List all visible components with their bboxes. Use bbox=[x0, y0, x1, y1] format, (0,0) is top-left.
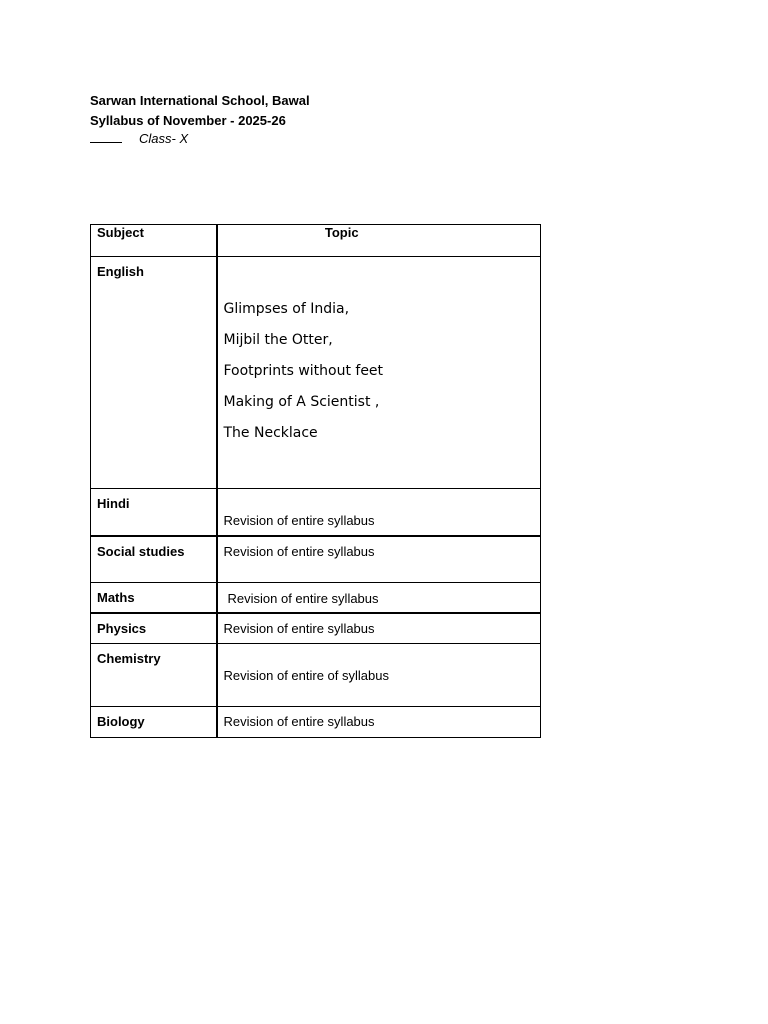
subject-biology: Biology bbox=[97, 714, 145, 729]
table-row-hindi bbox=[91, 489, 541, 536]
subject-cell bbox=[91, 644, 217, 707]
syllabus-title: Syllabus of November - 2025-26 bbox=[90, 113, 286, 128]
subject-physics: Physics bbox=[97, 620, 147, 636]
english-topic-list bbox=[224, 257, 535, 449]
class-label: Class- X bbox=[139, 131, 189, 146]
topic-social-studies: Revision of entire syllabus bbox=[223, 543, 375, 559]
class-line bbox=[90, 131, 188, 146]
subject-cell bbox=[91, 489, 217, 536]
topic-cell bbox=[217, 644, 541, 707]
topic-cell bbox=[217, 583, 541, 613]
school-name: Sarwan International School, Bawal bbox=[90, 93, 310, 108]
table-row-chemistry bbox=[91, 644, 541, 707]
topic-cell bbox=[217, 257, 541, 489]
subject-chemistry: Chemistry bbox=[97, 651, 161, 666]
header-subject: Subject bbox=[91, 225, 217, 257]
topic-hindi: Revision of entire syllabus bbox=[223, 513, 375, 528]
subject-social-studies: Social studies bbox=[97, 543, 185, 559]
english-topic-item: Making of A Scientist , bbox=[223, 394, 380, 410]
english-topic-item: Glimpses of India, bbox=[223, 301, 350, 317]
subject-maths: Maths bbox=[97, 590, 135, 605]
table-row-physics bbox=[91, 613, 541, 644]
english-topic-item: Footprints without feet bbox=[223, 363, 384, 379]
topic-physics: Revision of entire syllabus bbox=[223, 620, 375, 636]
table-row-maths bbox=[91, 583, 541, 613]
syllabus-table bbox=[90, 224, 541, 738]
topic-cell bbox=[217, 613, 541, 644]
topic-maths: Revision of entire syllabus bbox=[227, 591, 379, 606]
english-topic-item: Mijbil the Otter, bbox=[223, 332, 333, 348]
subject-english: English bbox=[97, 264, 144, 279]
table-header-row bbox=[91, 225, 541, 257]
english-topic-item: The Necklace bbox=[223, 425, 318, 441]
subject-hindi: Hindi bbox=[97, 496, 130, 511]
subject-cell bbox=[91, 536, 217, 583]
topic-cell bbox=[217, 489, 541, 536]
topic-chemistry: Revision of entire of syllabus bbox=[223, 668, 389, 683]
topic-cell bbox=[217, 707, 541, 738]
subject-cell bbox=[91, 583, 217, 613]
table-row-social-studies bbox=[91, 536, 541, 583]
header-topic: Topic bbox=[217, 225, 541, 257]
table-row-english bbox=[91, 257, 541, 489]
blank-line bbox=[90, 132, 122, 143]
table-row-biology bbox=[91, 707, 541, 738]
topic-biology: Revision of entire syllabus bbox=[223, 714, 375, 729]
topic-cell bbox=[217, 536, 541, 583]
subject-cell bbox=[91, 707, 217, 738]
subject-cell bbox=[91, 613, 217, 644]
subject-cell bbox=[91, 257, 217, 489]
